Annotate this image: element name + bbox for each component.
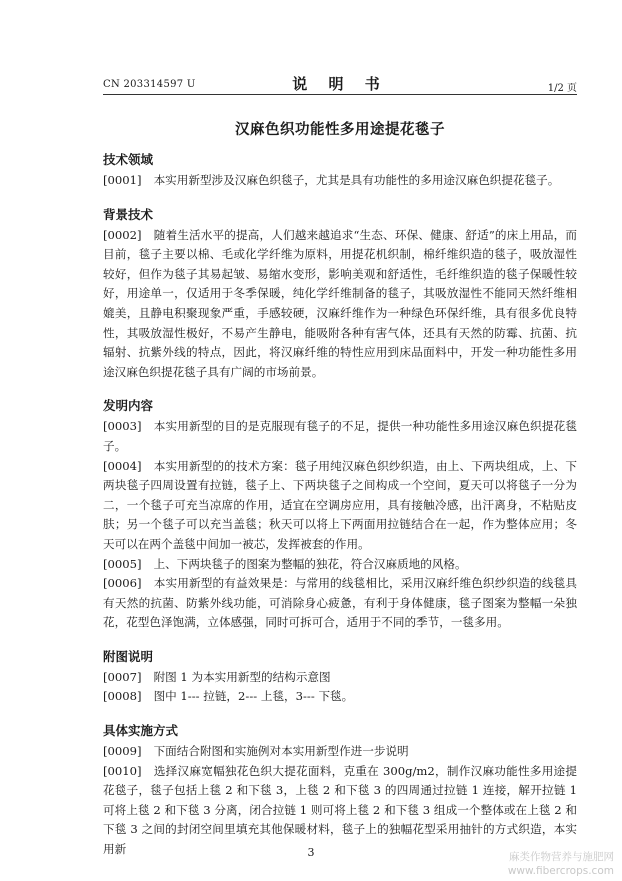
document-title: 汉麻色织功能性多用途提花毯子 — [235, 121, 445, 138]
paragraph — [103, 226, 577, 383]
paragraph — [103, 687, 577, 707]
paragraph-text: 选择汉麻宽幅独花色织大提花面料，克重在 300g/m2，制作汉麻功能性多用途提花毯子，毯子包括上毯 2 和下毯 3，上毯 2 和下毯 3 的四周通过拉链 1 连接，解开拉链 1 可将上毯 2 和下毯 3 分离，闭合拉链 1 则可将上毯 2 和下毯 3 组成一个整体或在上毯 2 和下毯 3 之间的封闭空间里填充其他保暖材料，毯子上的独幅花型采用抽针的方式织造，本实用新 — [103, 763, 577, 857]
paragraph — [103, 417, 577, 456]
paragraph-number: [0007] — [103, 669, 142, 684]
paragraph-number: [0005] — [103, 556, 142, 571]
paragraph-text: 图中 1--- 拉链，2--- 上毯，3--- 下毯。 — [153, 689, 354, 704]
paragraph — [103, 668, 577, 688]
document-body — [103, 150, 577, 860]
paragraph — [103, 171, 577, 191]
paragraph-number: [0006] — [103, 576, 142, 591]
paragraph-number: [0001] — [103, 173, 142, 187]
paragraph-text: 附图 1 为本实用新型的结构示意图 — [153, 669, 331, 684]
paragraph-number: [0002] — [103, 227, 142, 242]
paragraph-text: 上、下两块毯子的图案为整幅的独花，符合汉麻质地的风格。 — [153, 556, 467, 571]
section-heading-drawings: 附图说明 — [103, 648, 154, 664]
site-watermark — [508, 850, 614, 878]
page-header — [103, 70, 577, 95]
paragraph-number: [0009] — [103, 744, 142, 759]
paragraph — [103, 742, 577, 762]
paragraph-number: [0008] — [103, 689, 142, 704]
paragraph — [103, 762, 577, 860]
paragraph-text: 本实用新型的目的是克服现有毯子的不足，提供一种功能性多用途汉麻色织提花毯子。 — [103, 419, 577, 453]
document-type: 说 明 书 — [292, 75, 388, 93]
section-heading-technical-field: 技术领域 — [103, 152, 154, 167]
patent-number: CN 203314597 U — [103, 79, 196, 90]
paragraph — [103, 555, 577, 575]
section-heading-embodiment: 具体实施方式 — [103, 723, 179, 739]
paragraph-text: 本实用新型的的技术方案：毯子用纯汉麻色织纱织造，由上、下两块组成，上、下两块毯子四周设置有拉链，毯子上、下两块毯子之间构成一个空间，夏天可以将毯子一分为二，一个毯子可充当凉席的作用，适宜在空调房应用，具有接触冷感，出汗离身，不粘贴皮肤；另一个毯子可以充当盖毯；秋天可以将上下两面用拉链结合在一起，作为整体应用；冬天可以在两个盖毯中间加一被芯，发挥被套的作用。 — [103, 458, 577, 551]
paragraph-number: [0003] — [103, 419, 142, 434]
page-info: 1/2 页 — [547, 83, 577, 94]
paragraph-text: 本实用新型的有益效果是：与常用的线毯相比，采用汉麻纤维色织纱织造的线毯具有天然的抗菌、防紫外线功能，可消除身心疲惫，有利于身体健康，毯子图案为整幅一朵独花，花型色泽饱满，立体感强，同时可拆可合，适用于不同的季节，一毯多用。 — [103, 576, 577, 630]
paragraph — [103, 574, 577, 633]
paragraph-text: 下面结合附图和实施例对本实用新型作进一步说明 — [153, 744, 409, 759]
watermark-site-name: 麻类作物营养与施肥网 — [509, 851, 614, 863]
paragraph-number: [0004] — [103, 458, 142, 473]
paragraph-text: 随着生活水平的提高，人们越来越追求“生态、环保、健康、舒适”的床上用品，而目前，毯子主要以棉、毛或化学纤维为原料，用提花机织制，棉纤维织造的毯子，吸放湿性较好，但作为毯子其易起皱、易缩水变形，影响美观和舒适性，毛纤维织造的毯子保暖性较好，用途单一，仅适用于冬季保暖，纯化学纤维制备的毯子，其吸放湿性不能同天然纤维相媲美，且静电积聚现象严重，手感较硬，汉麻纤维作为一种绿色环保纤维，具有很多优良特性，其吸放湿性极好，不易产生静电，能吸附各种有害气体，还具有天然的防霉、抗菌、抗辐射、抗紫外线的特点，因此，将汉麻纤维的特性应用到床品面料中，开发一种功能性多用途汉麻色织提花毯子具有广阔的市场前景。 — [103, 227, 577, 379]
section-heading-background: 背景技术 — [103, 206, 154, 222]
page-number: 3 — [307, 846, 315, 859]
paragraph — [103, 457, 577, 555]
paragraph-number: [0010] — [103, 763, 142, 778]
section-heading-summary: 发明内容 — [103, 398, 154, 414]
paragraph-text: 本实用新型涉及汉麻色织毯子，尤其是具有功能性的多用途汉麻色织提花毯子。 — [153, 173, 560, 187]
watermark-url: www.fibercrops.com — [507, 865, 614, 877]
